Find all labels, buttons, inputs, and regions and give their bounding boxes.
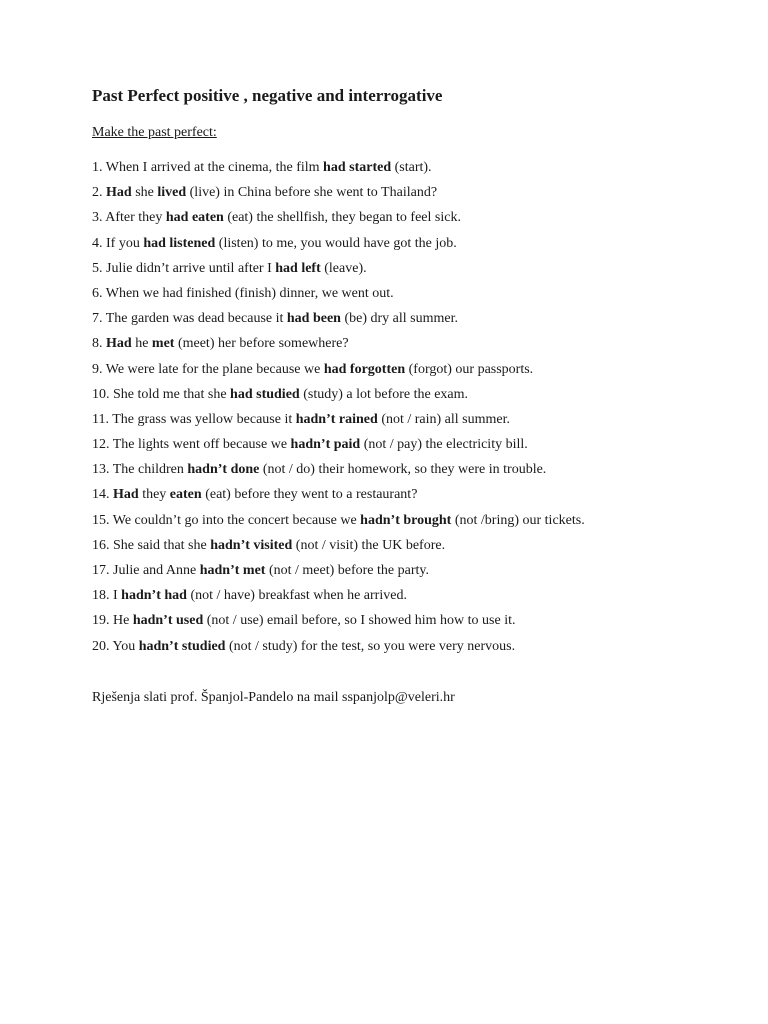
sentence-text: (not / pay) the electricity bill. bbox=[360, 437, 528, 453]
sentence-text: (study) a lot before the exam. bbox=[299, 386, 469, 402]
sentence-text: 1. When I arrived at the cinema, the film bbox=[92, 160, 324, 175]
sentence-text: (leave). bbox=[320, 260, 367, 276]
answer-text: had listened bbox=[143, 235, 216, 251]
sentence-text: (meet) her before somewhere? bbox=[174, 336, 349, 352]
exercise-item bbox=[92, 284, 585, 309]
exercise-item bbox=[92, 435, 585, 460]
exercise-item bbox=[92, 334, 585, 359]
answer-text: hadn’t had bbox=[121, 588, 187, 604]
answer-text: lived bbox=[157, 185, 187, 201]
sentence-text: (not / have) breakfast when he arrived. bbox=[186, 588, 407, 604]
exercise-item bbox=[92, 410, 585, 435]
answer-text: had left bbox=[275, 260, 321, 276]
sentence-text: 4. If you bbox=[92, 235, 144, 251]
sentence-text: 14. bbox=[92, 487, 113, 503]
exercise-item bbox=[92, 259, 585, 284]
sentence-text: (eat) the shellfish, they began to feel sick. bbox=[223, 210, 461, 226]
sentence-text: (eat) before they went to a restaurant? bbox=[201, 487, 418, 503]
exercise-item bbox=[92, 360, 585, 385]
sentence-text: 13. The children bbox=[92, 462, 188, 478]
answer-text: had been bbox=[286, 311, 341, 327]
sentence-text: (not /bring) our tickets. bbox=[451, 512, 585, 528]
sentence-text: 11. The grass was yellow because it bbox=[92, 411, 296, 427]
answer-text: had eaten bbox=[165, 210, 224, 226]
exercise-item bbox=[92, 637, 585, 662]
sentence-text: they bbox=[138, 487, 170, 503]
exercise-instruction: Make the past perfect: bbox=[92, 125, 217, 140]
exercise-item bbox=[92, 208, 585, 233]
exercise-item bbox=[92, 561, 585, 586]
exercise-item bbox=[92, 485, 585, 510]
sentence-text: 10. She told me that she bbox=[92, 386, 231, 402]
exercise-item bbox=[92, 586, 585, 611]
exercise-item bbox=[92, 183, 585, 208]
sentence-text: 8. bbox=[92, 336, 106, 352]
page-title: Past Perfect positive , negative and interrogative bbox=[92, 86, 443, 105]
answer-text: hadn’t studied bbox=[138, 638, 226, 654]
answer-text: had studied bbox=[230, 386, 300, 402]
exercise-item bbox=[92, 460, 585, 485]
submission-note: Rješenja slati prof. Španjol-Pandelo na mail sspanjolp@veleri.hr bbox=[92, 690, 455, 705]
answer-text: hadn’t rained bbox=[295, 411, 378, 427]
sentence-text: (not / visit) the UK before. bbox=[292, 537, 446, 553]
answer-text: hadn’t brought bbox=[360, 512, 452, 528]
sentence-text: 19. He bbox=[92, 613, 133, 629]
sentence-text: 7. The garden was dead because it bbox=[92, 311, 287, 327]
sentence-text: 15. We couldn’t go into the concert because we bbox=[92, 512, 361, 528]
answer-text: hadn’t visited bbox=[210, 537, 293, 553]
exercise-list bbox=[92, 158, 585, 662]
sentence-text: he bbox=[131, 336, 152, 352]
sentence-text: (not / meet) before the party. bbox=[265, 563, 429, 578]
answer-text: Had bbox=[113, 487, 139, 503]
exercise-item bbox=[92, 234, 585, 259]
answer-text: Had bbox=[106, 336, 132, 352]
answer-text: had forgotten bbox=[323, 361, 406, 377]
sentence-text: (not / study) for the test, so you were very nervous. bbox=[225, 638, 516, 654]
answer-text: hadn’t done bbox=[187, 462, 260, 478]
sentence-text: 9. We were late for the plane because we bbox=[92, 361, 324, 377]
sentence-text: 12. The lights went off because we bbox=[92, 437, 291, 453]
sentence-text: (listen) to me, you would have got the job. bbox=[215, 235, 457, 251]
sentence-text: 5. Julie didn’t arrive until after I bbox=[92, 260, 276, 276]
sentence-text: 20. You bbox=[92, 638, 139, 654]
answer-text: Had bbox=[106, 185, 132, 201]
sentence-text: (be) dry all summer. bbox=[340, 311, 458, 327]
answer-text: hadn’t paid bbox=[290, 437, 361, 453]
exercise-item bbox=[92, 611, 585, 636]
exercise-item bbox=[92, 511, 585, 536]
exercise-item bbox=[92, 385, 585, 410]
sentence-text: (forgot) our passports. bbox=[405, 361, 534, 377]
sentence-text: 2. bbox=[92, 185, 106, 201]
sentence-text: she bbox=[131, 185, 158, 201]
sentence-text: (live) in China before she went to Thailand? bbox=[186, 185, 438, 201]
sentence-text: (not / do) their homework, so they were in trouble. bbox=[259, 462, 547, 478]
answer-text: hadn’t used bbox=[132, 613, 204, 629]
exercise-item bbox=[92, 158, 585, 183]
answer-text: had started bbox=[323, 160, 392, 175]
sentence-text: 3. After they bbox=[92, 210, 166, 226]
sentence-text: 18. I bbox=[92, 588, 122, 604]
answer-text: met bbox=[151, 336, 175, 352]
sentence-text: 17. Julie and Anne bbox=[92, 563, 200, 578]
answer-text: hadn’t met bbox=[199, 563, 266, 578]
sentence-text: (not / rain) all summer. bbox=[377, 411, 511, 427]
answer-text: eaten bbox=[169, 487, 202, 503]
sentence-text: (start). bbox=[391, 160, 432, 175]
sentence-text: 6. When we had finished (finish) dinner, we went out. bbox=[92, 285, 394, 301]
sentence-text: 16. She said that she bbox=[92, 537, 211, 553]
exercise-item bbox=[92, 309, 585, 334]
sentence-text: (not / use) email before, so I showed him how to use it. bbox=[203, 613, 516, 629]
exercise-item bbox=[92, 536, 585, 561]
